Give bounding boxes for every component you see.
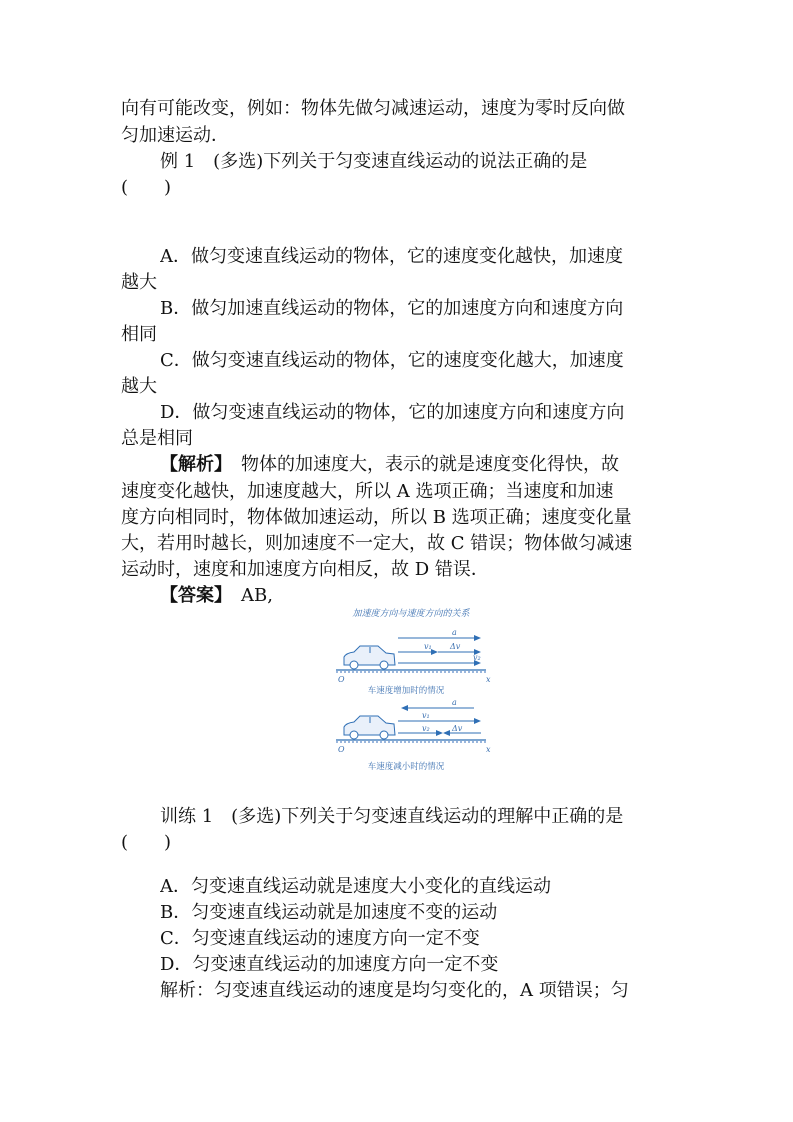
- analysis-paragraph: [160, 452, 674, 478]
- answer-label: 【答案】: [160, 585, 223, 606]
- car-icon: [344, 716, 395, 739]
- label-x-top: x: [486, 675, 491, 684]
- training-option-d: D．匀变速直线运动的加速度方向一定不变: [160, 954, 499, 975]
- label-v2-bottom: v₂: [422, 724, 430, 733]
- option-c-cont: 越大: [121, 376, 157, 397]
- answer-value: AB,: [223, 585, 273, 606]
- option-c: C．做匀变速直线运动的物体，它的速度变化越大，加速度: [160, 350, 624, 371]
- acceleration-velocity-figure: [326, 603, 496, 778]
- caption-slow-down: 车速度减小时的情况: [367, 762, 445, 772]
- answer-blank: ( ): [121, 832, 172, 853]
- arrow-head: [431, 649, 438, 655]
- answer-blank: ( ): [121, 177, 172, 198]
- training-option-c: C．匀变速直线运动的速度方向一定不变: [160, 928, 480, 949]
- option-b: B．做匀加速直线运动的物体，它的加速度方向和速度方向: [160, 298, 624, 319]
- label-a-top: a: [452, 628, 457, 637]
- arrow-head: [436, 730, 443, 736]
- training-option-a: A．匀变速直线运动就是速度大小变化的直线运动: [160, 876, 551, 897]
- figure-title: 加速度方向与速度方向的关系: [352, 609, 470, 619]
- analysis-text: 物体的加速度大，表示的就是速度变化得快，故: [223, 454, 619, 475]
- arrow-head: [443, 730, 450, 736]
- label-dv-top: Δv: [450, 642, 461, 651]
- option-a-cont: 越大: [121, 272, 157, 293]
- label-dv-bottom: Δv: [452, 724, 463, 733]
- label-v2-top: v₂: [473, 653, 481, 662]
- label-origin-bottom: O: [338, 745, 345, 754]
- option-b-cont: 相同: [121, 324, 157, 345]
- analysis-line: 运动时，速度和加速度方向相反，故 D 错误．: [121, 559, 489, 580]
- label-x-bottom: x: [486, 745, 491, 754]
- label-origin-top: O: [338, 675, 345, 684]
- arrow-head: [401, 705, 408, 711]
- analysis-line: 度方向相同时，物体做加速运动，所以 B 选项正确；速度变化量: [121, 507, 632, 528]
- option-d-cont: 总是相同: [121, 428, 193, 449]
- analysis-line: 大，若用时越长，则加速度不一定大，故 C 错误；物体做匀减速: [121, 533, 633, 554]
- example-question: 例 1 (多选)下列关于匀变速直线运动的说法正确的是: [160, 151, 588, 172]
- analysis-label: 【解析】: [160, 454, 223, 475]
- label-v1-bottom: v₁: [422, 711, 430, 720]
- arrow-head: [474, 635, 481, 641]
- option-d: D．做匀变速直线运动的物体，它的加速度方向和速度方向: [160, 402, 625, 423]
- training-question: 训练 1 (多选)下列关于匀变速直线运动的理解中正确的是: [160, 806, 624, 827]
- arrow-head: [474, 718, 481, 724]
- label-a-bottom: a: [452, 698, 457, 707]
- training-option-b: B．匀变速直线运动就是加速度不变的运动: [160, 902, 498, 923]
- label-v1-top: v₁: [424, 642, 432, 651]
- paragraph-line: 向有可能改变，例如：物体先做匀减速运动，速度为零时反向做: [121, 98, 625, 119]
- option-a: A．做匀变速直线运动的物体，它的速度变化越快，加速度: [160, 246, 623, 267]
- caption-speed-up: 车速度增加时的情况: [367, 686, 445, 696]
- analysis-line: 速度变化越快，加速度越大，所以 A 选项正确；当速度和加速: [121, 481, 614, 502]
- paragraph-line: 匀加速运动．: [121, 125, 229, 146]
- training-analysis: 解析：匀变速直线运动的速度是均匀变化的，A 项错误；匀: [160, 980, 629, 1001]
- car-icon: [344, 646, 395, 669]
